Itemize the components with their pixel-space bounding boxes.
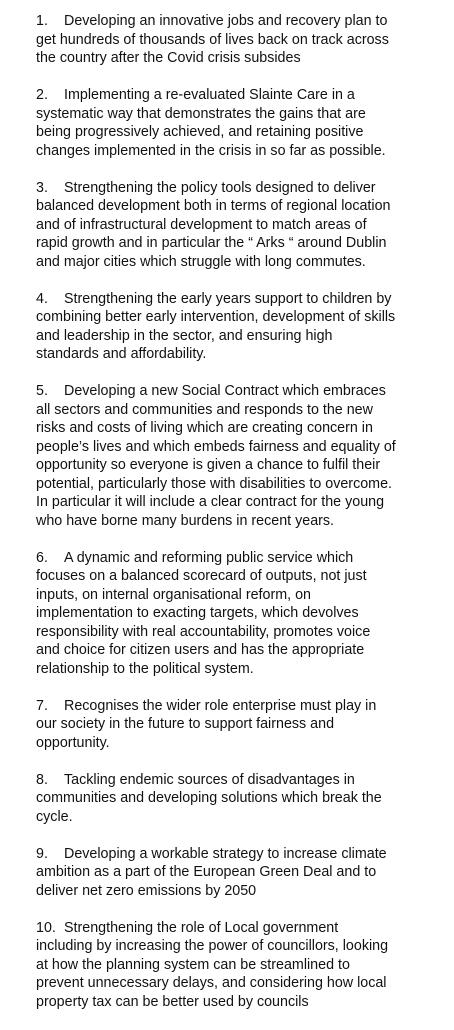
numbered-list [36,12,448,1030]
list-item-2 [36,86,448,160]
item-number: 4. [36,290,48,307]
item-number: 5. [36,383,48,399]
item-number: 8. [36,771,48,788]
list-item-8 [36,771,448,827]
item-text: Developing a new Social Contract which embraces all sectors and communities and responds to the new risks and costs of living which are creating concern in people’s lives and which embeds fairness and equality of opportunity so everyone is given a chance to fulfil their potential, particularly those with disabilities to overcome. In particular it will include a clear contract for the young who have borne many burdens in recent years. [36,383,396,529]
list-item-7 [36,697,448,753]
list-item-6 [36,549,448,679]
item-text: Developing a workable strategy to increase climate ambition as a part of the European Green Deal and to deliver net zero emissions by 2050 [36,845,387,899]
item-number: 6. [36,549,48,566]
item-text: Strengthening the policy tools designed to deliver balanced development both in terms of regional location and of infrastructural development to match areas of rapid growth and in particular the “ Arks “ around Dublin and major cities which struggle with long commutes. [36,179,391,270]
item-text: Tackling endemic sources of disadvantages in communities and developing solutions which break the cycle. [36,771,382,825]
item-number: 3. [36,179,48,196]
item-number: 9. [36,845,48,862]
item-number: 7. [36,697,48,714]
list-item-4 [36,290,448,364]
item-text: A dynamic and reforming public service which focuses on a balanced scorecard of outputs, not just inputs, on internal organisational reform, on implementation to exacting targets, which devolves responsibility with real accountability, promotes voice and choice for citizen users and has the appropriate relationship to the political system. [36,549,371,677]
list-item-10 [36,919,448,1012]
item-text: Strengthening the role of Local government including by increasing the power of councillors, looking at how the planning system can be streamlined to prevent unnecessary delays, and considering how local property tax can be better used by councils [36,919,389,1010]
item-number: 2. [36,87,48,103]
item-number: 1. [36,13,48,29]
item-text: Implementing a re-evaluated Slainte Care in a systematic way that demonstrates the gains that are being progressively achieved, and retaining positive changes implemented in the crisis in so far as possible. [36,87,386,159]
list-item-1 [36,12,448,68]
item-text: Recognises the wider role enterprise must play in our society in the future to support fairness and opportunity. [36,697,377,751]
item-text: Strengthening the early years support to children by combining better early intervention, development of skills and leadership in the sector, and ensuring high standards and affordability. [36,290,396,362]
list-item-9 [36,845,448,901]
list-item-3 [36,179,448,272]
list-item-5 [36,382,448,530]
item-number: 10. [36,919,56,936]
item-text: Developing an innovative jobs and recovery plan to get hundreds of thousands of lives back on track across the country after the Covid crisis subsides [36,13,389,66]
